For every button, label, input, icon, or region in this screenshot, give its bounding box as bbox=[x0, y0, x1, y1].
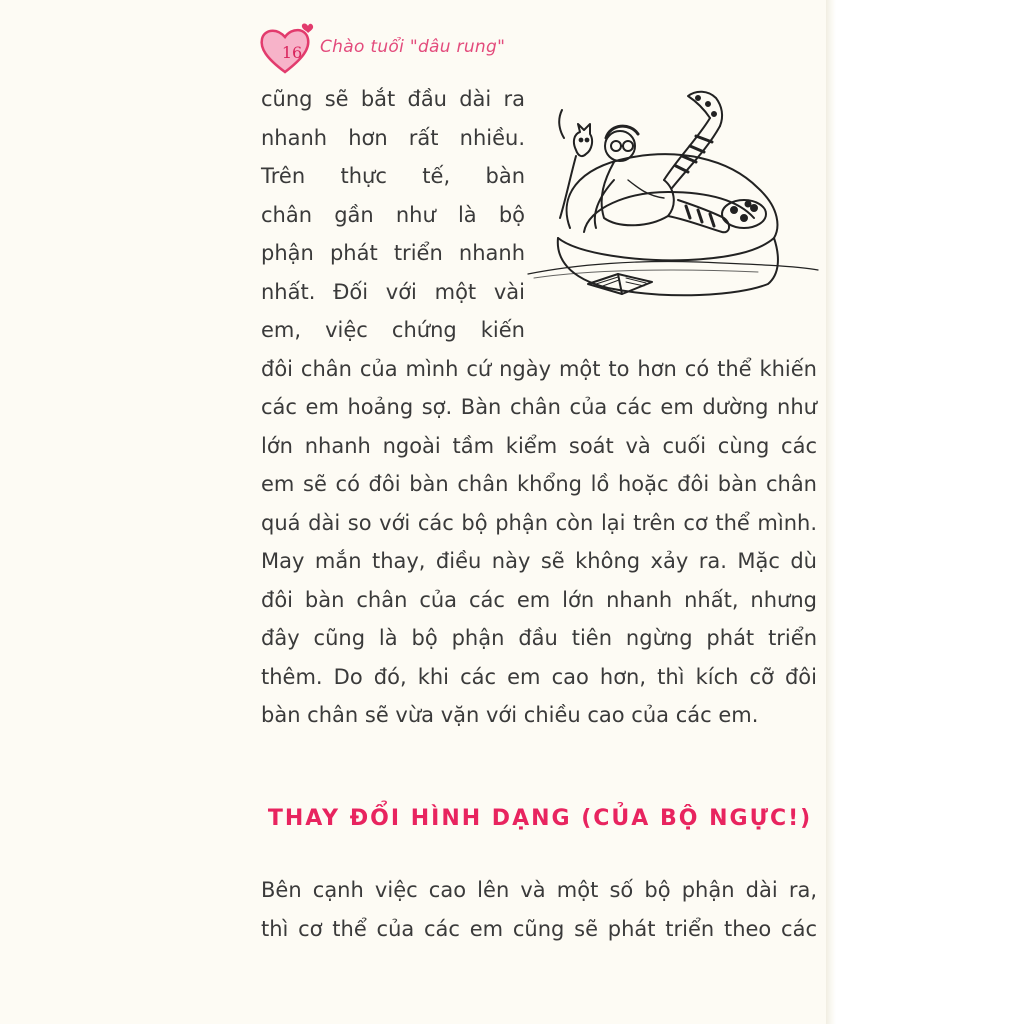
text-line: em sẽ có đôi bàn chân khổng lồ hoặc đôi bàn chân bbox=[261, 472, 817, 496]
page-edge bbox=[826, 0, 836, 1024]
text-line: đôi bàn chân của các em lớn nhanh nhất, nhưng bbox=[261, 587, 817, 612]
text-line: đôi chân của mình cứ ngày một to hơn có thể khiến bbox=[261, 356, 817, 381]
text-line: cũng sẽ bắt đầu dài ra bbox=[261, 87, 525, 111]
text-line: thì cơ thể của các em cũng sẽ phát triển theo các bbox=[261, 916, 817, 941]
text-line: bàn chân sẽ vừa vặn với chiều cao của các em. bbox=[261, 703, 759, 727]
text-line: lớn nhanh ngoài tầm kiểm soát và cuối cùng các bbox=[261, 433, 817, 458]
body-paragraph bbox=[261, 871, 817, 948]
text-line: các em hoảng sợ. Bàn chân của các em dường như bbox=[261, 395, 817, 419]
section-heading: THAY ĐỔI HÌNH DẠNG (CỦA BỘ NGỰC!) bbox=[267, 806, 813, 831]
text-line: quá dài so với các bộ phận còn lại trên cơ thể mình. bbox=[261, 510, 817, 535]
page-number: 16 bbox=[281, 43, 303, 62]
text-line: thêm. Do đó, khi các em cao hơn, thì kích cỡ đôi bbox=[261, 664, 817, 689]
text-line: Trên thực tế, bàn bbox=[261, 164, 525, 188]
girl-on-sofa-illustration bbox=[518, 88, 824, 310]
text-line: chân gần như là bộ bbox=[261, 202, 525, 227]
text-line: phận phát triển nhanh bbox=[261, 241, 525, 265]
page-header bbox=[258, 14, 558, 74]
text-line: nhanh hơn rất nhiều. bbox=[261, 125, 525, 150]
text-line: em, việc chứng kiến bbox=[261, 318, 525, 342]
text-line: đây cũng là bộ phận đầu tiên ngừng phát triển bbox=[261, 626, 817, 650]
text-line: nhất. Đối với một vài bbox=[261, 279, 525, 304]
text-line: May mắn thay, điều này sẽ không xảy ra. Mặc dù bbox=[261, 549, 817, 573]
text-line: Bên cạnh việc cao lên và một số bộ phận dài ra, bbox=[261, 878, 817, 902]
running-title: Chào tuổi "dâu rung" bbox=[320, 37, 506, 57]
